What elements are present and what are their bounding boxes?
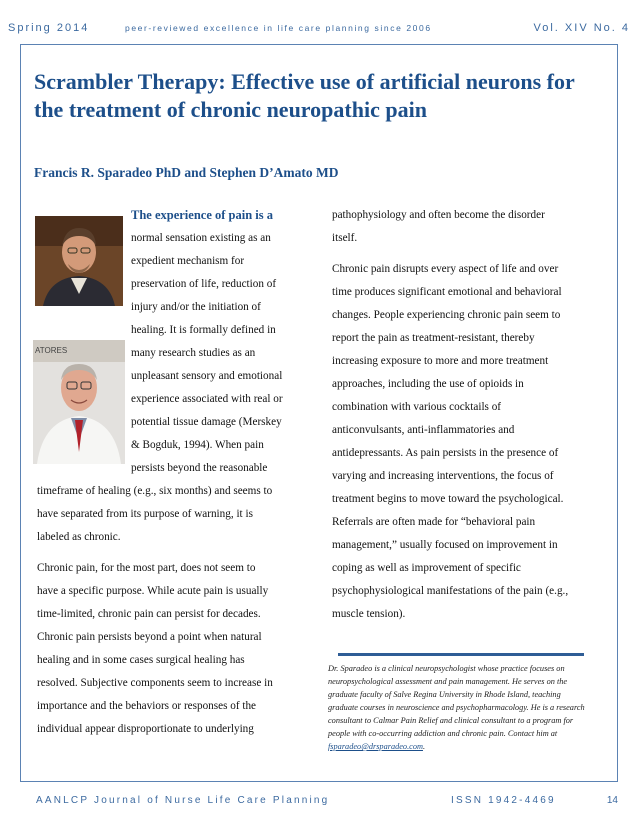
text-line: have a specific purpose. While acute pain is usually (37, 585, 269, 597)
text-line: anticonvulsants, anti-inflammatories and (332, 424, 515, 436)
text-line: unpleasant sensory and emotional (131, 370, 283, 382)
text-line: combination with various cocktails of (332, 401, 502, 413)
journal-name: AANLCP Journal of Nurse Life Care Planning (36, 795, 330, 806)
svg-text:ATORES: ATORES (35, 346, 68, 355)
text-line: increasing exposure to more and more treatment (332, 355, 549, 367)
text-line: persists beyond the reasonable (131, 462, 268, 474)
text-line: Chronic pain persists beyond a point when natural (37, 631, 262, 643)
text-line: treatment begins to move toward the psychological. (332, 493, 564, 505)
text-line: management,” usually focused on improvement in (332, 539, 558, 551)
text-line: time-limited, chronic pain can persist for decades. (37, 608, 261, 620)
author-bio (328, 662, 590, 753)
author-photo-damato (33, 340, 125, 464)
page-number: 14 (606, 795, 618, 806)
left-column-wrap (131, 204, 311, 480)
text-line: labeled as chronic. (37, 531, 121, 543)
text-line: Chronic pain disrupts every aspect of life and over (332, 263, 559, 275)
text-line: antidepressants. As pain persists in the presence of (332, 447, 559, 459)
issue-season: Spring 2014 (8, 22, 90, 34)
running-header (8, 22, 630, 38)
text-line: resolved. Subjective components seem to increase in (37, 677, 273, 689)
text-line: coping as well as improvement of specific (332, 562, 521, 574)
text-line: healing and in some cases surgical healing has (37, 654, 245, 666)
right-column (332, 204, 607, 626)
text-line: preservation of life, reduction of (131, 278, 277, 290)
text-line: potential tissue damage (Merskey (131, 416, 282, 428)
text-line: itself. (332, 232, 358, 244)
text-line: experience associated with real or (131, 393, 283, 405)
text-line: timeframe of healing (e.g., six months) and seems to (37, 485, 273, 497)
text-line: healing. It is formally defined in (131, 324, 276, 336)
text-line: normal sensation existing as an (131, 232, 271, 244)
journal-tagline: peer-reviewed excellence in life care planning since 2006 (125, 23, 432, 33)
bio-divider (338, 653, 584, 656)
text-line: importance and the behaviors or responses of the (37, 700, 257, 712)
text-line: injury and/or the initiation of (131, 301, 261, 313)
text-line: muscle tension). (332, 608, 406, 620)
author-photo-sparadeo (35, 216, 123, 306)
text-line: Chronic pain, for the most part, does not seem to (37, 562, 256, 574)
left-column-body (37, 480, 312, 741)
text-line: have separated from its purpose of warning, it is (37, 508, 253, 520)
text-line: individual appear disproportionate to underlying (37, 723, 254, 735)
contact-email-link[interactable]: fsparadeo@drsparadeo.com (328, 742, 423, 751)
bio-period: . (422, 742, 426, 751)
text-line: varying and increasing interventions, the focus of (332, 470, 554, 482)
text-line: psychophysiological manifestations of the pain (e.g., (332, 585, 569, 597)
article-authors: Francis R. Sparadeo PhD and Stephen D’Amato MD (34, 165, 339, 180)
text-line: changes. People experiencing chronic pain seem to (332, 309, 561, 321)
text-line: expedient mechanism for (131, 255, 245, 267)
text-line: many research studies as an (131, 347, 256, 359)
text-line: approaches, including the use of opioids in (332, 378, 524, 390)
article-title: Scrambler Therapy: Effective use of artificial neurons for the treatment of chronic neuropathic pain (34, 69, 575, 122)
text-line: time produces significant emotional and behavioral (332, 286, 562, 298)
text-line: report the pain as treatment-resistant, thereby (332, 332, 535, 344)
lead-line: The experience of pain is a (131, 208, 274, 222)
text-line: Referrals are often made for “behavioral pain (332, 516, 536, 528)
text-line: pathophysiology and often become the disorder (332, 209, 545, 221)
issn: ISSN 1942-4469 (451, 795, 556, 806)
volume-number: Vol. XIV No. 4 (533, 22, 630, 34)
running-footer (36, 795, 620, 809)
text-line: & Bogduk, 1994). When pain (131, 439, 264, 451)
bio-text: Dr. Sparadeo is a clinical neuropsychologist whose practice focuses on neuropsychological assessment and pain management. He serves on the graduate faculty of Salve Regina University in Rhode Island, teaching graduate courses in neuroscience and psychopharmacology. He is a research consultant to Calmar Pain Relief and clinical consultant to a program for people with co-occurring addiction and chronic pain. Contact him at (328, 664, 585, 738)
